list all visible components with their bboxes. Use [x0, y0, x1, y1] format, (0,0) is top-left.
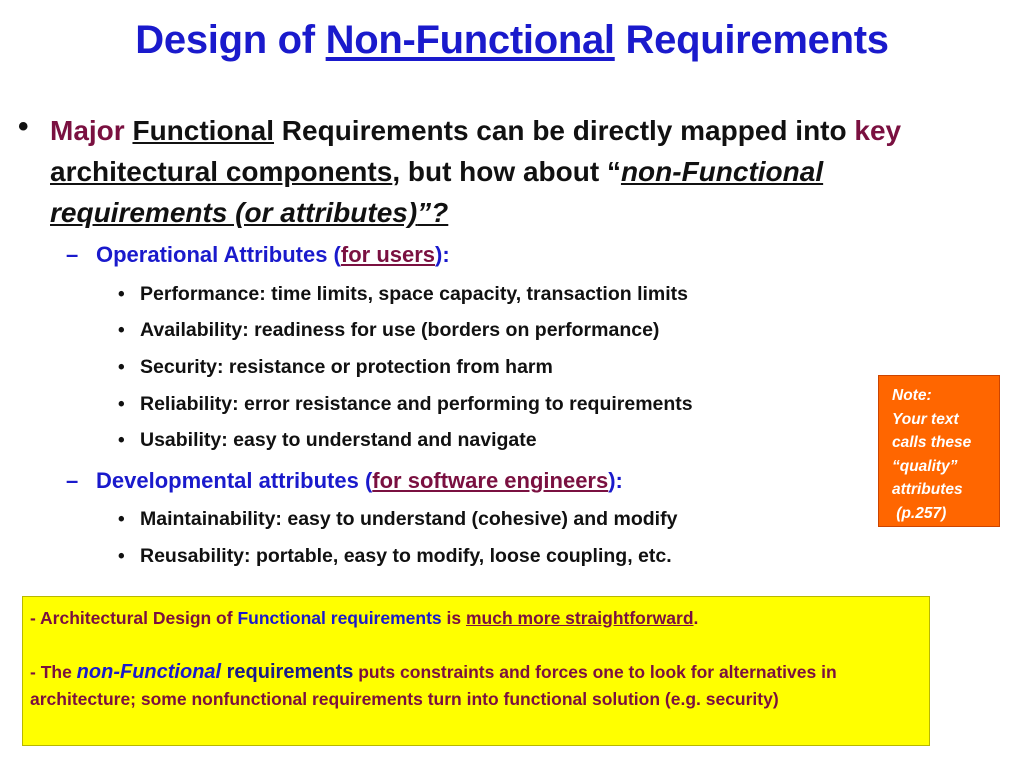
summary-p1-d: much more straightforward — [465, 608, 694, 628]
note-line: Note: — [892, 387, 932, 404]
summary-p2-d: puts constraints and forces one to look for alternatives in architecture; some nonfunctional requirements turn into functional solution (e.g. security) — [30, 662, 837, 709]
summary-p2-a: - The — [30, 662, 77, 682]
quote-close: ”? — [417, 197, 449, 228]
summary-p1-a: - Architectural Design of — [30, 608, 238, 628]
summary-p1-c: is — [441, 608, 466, 628]
summary-p1-b: Functional requirements — [237, 608, 442, 628]
title-prefix: Design of — [135, 18, 326, 62]
nonfunc-text: non-Functional requirements (or attributes) — [50, 156, 824, 228]
slide-title — [0, 18, 1024, 63]
list-item-reliability: Reliability: error resistance and performing to requirements — [140, 393, 693, 415]
note-line: “quality” — [892, 457, 958, 475]
word-functional: Functional — [132, 115, 275, 146]
operational-heading — [96, 242, 450, 268]
summary-p2-b: non-Functional — [76, 661, 222, 683]
word-arch-components: architectural components — [50, 156, 393, 187]
operational-label: Operational Attributes ( — [96, 242, 341, 267]
developmental-close: ): — [608, 468, 623, 493]
quote-open: “ — [606, 156, 621, 187]
main-bullet-marker: • — [18, 110, 29, 143]
text-requirements: Requirements can be directly mapped into — [274, 115, 855, 146]
list-item-performance: Performance: time limits, space capacity, transaction limits — [140, 283, 689, 305]
summary-box — [22, 596, 930, 746]
list-item-usability: Usability: easy to understand and navigate — [140, 429, 537, 451]
bullet-dot: • — [118, 320, 125, 341]
text-but-how: , but how about — [392, 156, 607, 187]
operational-link: for users — [340, 242, 436, 267]
bullet-dot: • — [118, 284, 125, 305]
list-item-maintainability: Maintainability: easy to understand (cohesive) and modify — [140, 508, 678, 530]
summary-paragraph-2 — [30, 659, 921, 713]
summary-spacer — [30, 632, 921, 659]
note-line: calls these — [892, 434, 972, 451]
operational-close: ): — [435, 242, 450, 267]
developmental-heading — [96, 468, 623, 494]
note-box — [878, 375, 1000, 527]
developmental-label: Developmental attributes ( — [96, 468, 373, 493]
bullet-dot: • — [118, 546, 125, 567]
bullet-dot: • — [118, 357, 125, 378]
note-line: Your text — [892, 410, 959, 428]
word-major: Major — [50, 115, 125, 146]
title-suffix: Requirements — [614, 18, 889, 62]
list-item-reusability: Reusability: portable, easy to modify, loose coupling, etc. — [140, 545, 672, 567]
summary-paragraph-1 — [30, 605, 921, 632]
note-line: (p.257) — [892, 504, 947, 522]
note-line: attributes — [892, 481, 963, 498]
bullet-dot: • — [118, 394, 125, 415]
main-bullet-text — [50, 110, 930, 233]
summary-p2-c: requirements — [221, 661, 354, 683]
bullet-dot: • — [118, 509, 125, 530]
developmental-link: for software engineers — [372, 468, 609, 493]
summary-p1-e: . — [693, 608, 699, 628]
list-item-availability: Availability: readiness for use (borders on performance) — [140, 319, 660, 341]
developmental-dash: – — [66, 468, 79, 493]
operational-dash: – — [66, 242, 79, 267]
title-underlined: Non-Functional — [325, 18, 615, 62]
list-item-security: Security: resistance or protection from harm — [140, 356, 553, 378]
bullet-dot: • — [118, 430, 125, 451]
word-key: key — [854, 115, 902, 146]
